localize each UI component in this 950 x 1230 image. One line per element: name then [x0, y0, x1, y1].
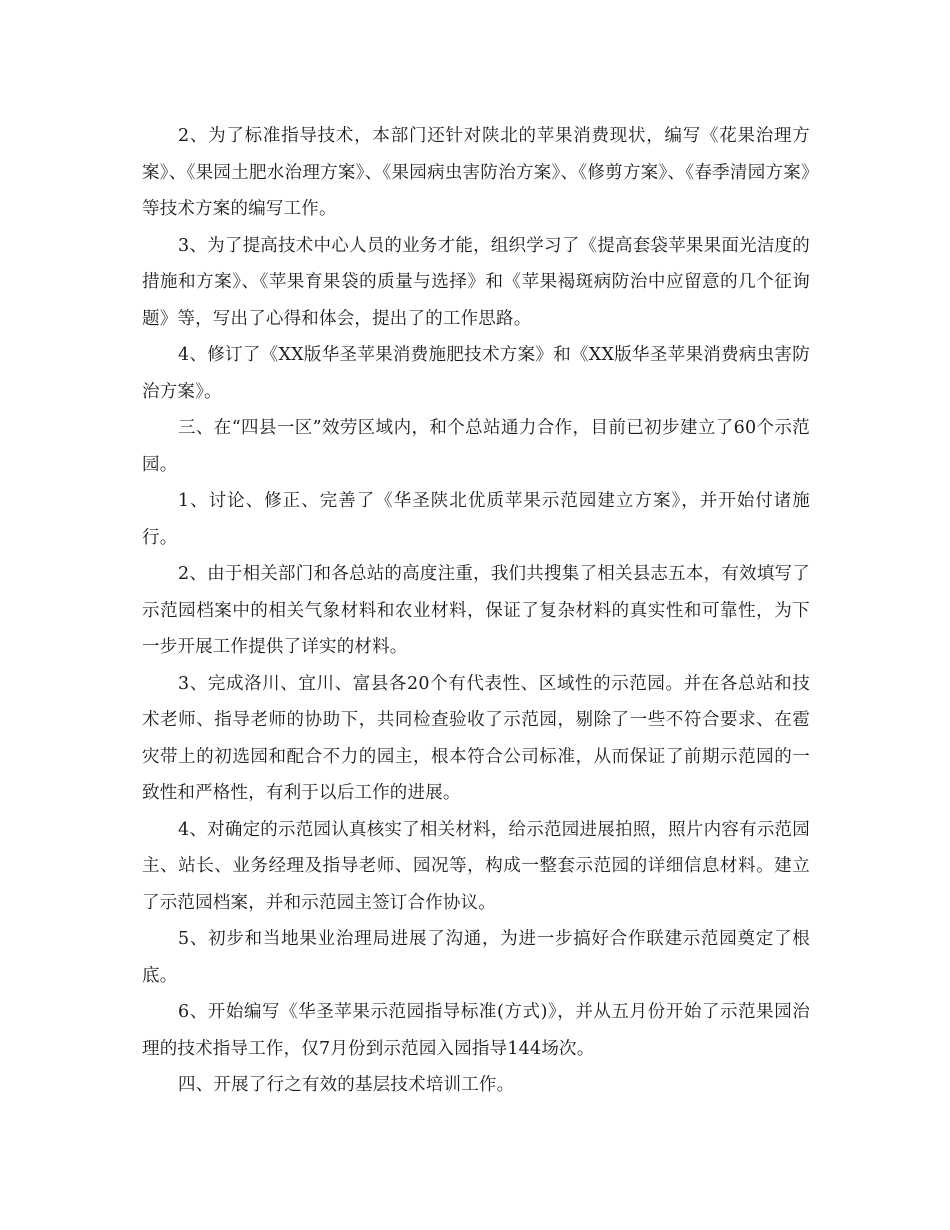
- paragraph-item-2-county-records: 2、由于相关部门和各总站的高度注重，我们共搜集了相关县志五本，有效填写了示范园档案中的相关气象材料和农业材料，保证了复杂材料的真实性和可靠性，为下一步开展工作提供了详实的材料。: [142, 564, 810, 657]
- paragraph-item-5-bureau-communication: 5、初步和当地果业治理局进展了沟通，为进一步搞好合作联建示范园奠定了根底。: [142, 929, 810, 986]
- paragraph-item-2-standard-guidance: 2、为了标准指导技术，本部门还针对陕北的苹果消费现状，编写《花果治理方案》、《果园土肥水治理方案》、《果园病虫害防治方案》、《修剪方案》、《春季清园方案》等技术方案的编写工作。: [142, 126, 810, 219]
- document-body: [142, 118, 810, 1104]
- paragraph-item-6-guidance-standard: 6、开始编写《华圣苹果示范园指导标准(方式)》，并从五月份开始了示范果园治理的技术指导工作，仅7月份到示范园入园指导144场次。: [142, 1002, 810, 1059]
- paragraph-item-1-construction-plan: 1、讨论、修正、完善了《华圣陕北优质苹果示范园建立方案》，并开始付诸施行。: [142, 491, 810, 548]
- paragraph-item-4-orchard-archives: 4、对确定的示范园认真核实了相关材料，给示范园进展拍照，照片内容有示范园主、站长、业务经理及指导老师、园况等，构成一整套示范园的详细信息材料。建立了示范园档案，并和示范园主签订合作协议。: [142, 819, 810, 913]
- paragraph-item-4-revised-plans: 4、修订了《XX版华圣苹果消费施肥技术方案》和《XX版华圣苹果消费病虫害防治方案》。: [142, 345, 810, 402]
- paragraph-item-3-orchard-completion: 3、完成洛川、宜川、富县各20个有代表性、区域性的示范园。并在各总站和技术老师、指导老师的协助下，共同检查验收了示范园，剔除了一些不符合要求、在雹灾带上的初选园和配合不力的园主，根本符合公司标准，从而保证了前期示范园的一致性和严格性，有利于以后工作的进展。: [142, 673, 810, 803]
- paragraph-item-3-staff-training: 3、为了提高技术中心人员的业务才能，组织学习了《提高套袋苹果果面光洁度的措施和方案》、《苹果育果袋的质量与选择》和《苹果褐斑病防治中应留意的几个征询题》等，写出了心得和体会，提出了的工作思路。: [142, 235, 810, 329]
- section-heading-grassroots-training: 四、开展了行之有效的基层技术培训工作。: [178, 1075, 515, 1095]
- section-heading-demonstration-orchards: 三、在“四县一区”效劳区域内，和个总站通力合作，目前已初步建立了60个示范园。: [142, 418, 810, 475]
